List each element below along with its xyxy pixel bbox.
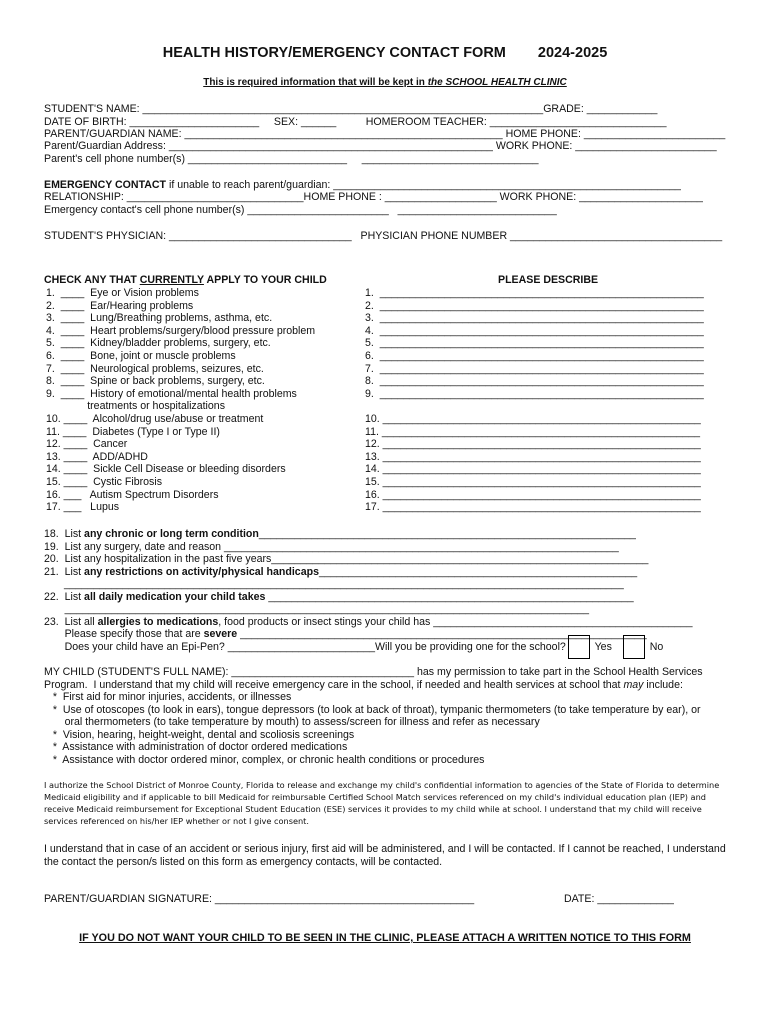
condition-item[interactable]: 1. ____ Eye or Vision problems <box>46 287 199 299</box>
condition-item[interactable]: 4. ____ Heart problems/surgery/blood pressure problem <box>46 324 316 337</box>
condition-item[interactable]: 6. ____ Bone, joint or muscle problems <box>46 350 236 362</box>
describe-line[interactable]: 7. _______________________________________________________ <box>365 362 704 375</box>
restrictions-field-line2[interactable]: _______________________________________________________________________________________________ <box>64 578 624 590</box>
l23-bold: allergies to medications <box>97 616 219 628</box>
l21-post: ______________________________________________________ <box>318 566 638 578</box>
surgery-field[interactable]: 19. List any surgery, date and reason ___________________________________________________________________ <box>44 541 619 553</box>
program-pre: Program. I understand that my child will receive emergency care in the school, if needed and health services at school that <box>44 679 624 691</box>
describe-line[interactable]: 16. ______________________________________________________ <box>365 488 701 501</box>
describe-line[interactable]: 3. _______________________________________________________ <box>365 312 704 325</box>
hospitalization-field[interactable]: 20. List any hospitalization in the past five years________________________________________________________________ <box>44 553 649 565</box>
signature-field[interactable]: PARENT/GUARDIAN SIGNATURE: ____________________________________________ <box>44 893 475 905</box>
describe-header: PLEASE DESCRIBE <box>498 274 599 286</box>
condition-item[interactable]: 17. ___ Lupus <box>46 501 120 514</box>
program-line <box>44 679 683 691</box>
bullet-medications: * Assistance with administration of doctor ordered medications <box>44 741 348 753</box>
clinic-notice: IF YOU DO NOT WANT YOUR CHILD TO BE SEEN IN THE CLINIC, PLEASE ATTACH A WRITTEN NOTICE TO THIS FORM <box>79 932 691 944</box>
condition-item[interactable]: 2. ____ Ear/Hearing problems <box>46 299 194 312</box>
l22-pre: 22. List <box>44 591 85 603</box>
describe-line[interactable]: 4. _______________________________________________________ <box>365 324 704 337</box>
parent-cell-field[interactable]: Parent's cell phone number(s) ___________________________ ______________________________ <box>44 153 539 165</box>
form-title <box>0 45 770 61</box>
emergency-contact-field[interactable] <box>44 179 681 191</box>
subtitle-text: This is required information that will be kept in <box>203 77 428 88</box>
allergies-field[interactable] <box>44 616 692 628</box>
yes-label: Yes <box>594 641 612 653</box>
describe-line[interactable]: 11. ______________________________________________________ <box>365 425 701 438</box>
condition-item[interactable]: 14. ____ Sickle Cell Disease or bleeding disorders <box>46 463 286 476</box>
emergency-label: EMERGENCY CONTACT <box>44 179 167 191</box>
l23b-pre: Please specify those that are <box>44 628 204 640</box>
daily-medication-line2[interactable]: _________________________________________________________________________________________ <box>44 603 589 615</box>
no-label: No <box>649 641 664 653</box>
l18-bold: any chronic or long term condition <box>84 528 259 540</box>
l22-post: ______________________________________________________________ <box>265 591 634 603</box>
describe-line[interactable]: 6. _______________________________________________________ <box>365 350 704 362</box>
l21-bold: any restrictions on activity/physical handicaps <box>84 566 319 578</box>
l21-pre: 21. List <box>44 566 85 578</box>
condition-item[interactable]: 13. ____ ADD/ADHD <box>46 450 148 463</box>
l23-post: , food products or insect stings your child has ____________________________________________ <box>218 616 693 628</box>
describe-line[interactable]: 14. ______________________________________________________ <box>365 463 701 476</box>
bullet-screenings: * Vision, hearing, height-weight, dental and scoliosis screenings <box>44 729 355 741</box>
describe-line[interactable]: 8. _______________________________________________________ <box>365 375 704 388</box>
condition-item[interactable]: 3. ____ Lung/Breathing problems, asthma, etc. <box>46 312 273 325</box>
emergency-rest: if unable to reach parent/guardian: ___________________________________________________________ <box>166 179 681 191</box>
epipen-yes-checkbox[interactable] <box>568 635 590 659</box>
l18-pre: 18. List <box>44 528 85 540</box>
l23b-post: _____________________________________________________________________ <box>237 628 647 640</box>
relationship-field[interactable]: RELATIONSHIP: ______________________________HOME PHONE : ___________________ WORK PHONE: _____________________ <box>44 191 703 203</box>
form-subtitle <box>0 77 770 88</box>
conditions-header-post: APPLY TO YOUR CHILD <box>203 274 327 286</box>
dob-sex-teacher-field[interactable]: DATE OF BIRTH: ______________________ SEX: ______ HOMEROOM TEACHER: ______________________________ <box>44 116 667 128</box>
school-year: 2024-2025 <box>537 45 608 61</box>
accident-statement: I understand that in case of an accident or serious injury, first aid will be administered, and I will be contacted. If I cannot be reached, I understand the contact the person/s listed on this form as emergency contacts, will be contacted. <box>44 843 726 868</box>
describe-line[interactable]: 9. _______________________________________________________ <box>365 387 704 400</box>
condition-item[interactable]: 7. ____ Neurological problems, seizures, etc. <box>46 362 264 375</box>
describe-line[interactable]: 13. ______________________________________________________ <box>365 450 701 463</box>
restrictions-field[interactable] <box>44 566 637 578</box>
l22-bold: all daily medication your child takes <box>84 591 266 603</box>
condition-item[interactable]: 10. ____ Alcohol/drug use/abuse or treatment <box>46 413 264 425</box>
conditions-header-underline: CURRENTLY <box>139 274 204 286</box>
condition-item[interactable]: 15. ____ Cystic Fibrosis <box>46 476 162 488</box>
describe-line[interactable]: 5. _______________________________________________________ <box>365 337 704 350</box>
describe-line[interactable]: 1. _______________________________________________________ <box>365 287 704 299</box>
conditions-header <box>44 274 327 286</box>
permission-line[interactable]: MY CHILD (STUDENT'S FULL NAME): _______________________________ has my permission to take part in the School Health Services <box>44 666 703 678</box>
describe-line[interactable]: 2. _______________________________________________________ <box>365 299 704 312</box>
program-post: include: <box>643 679 683 691</box>
condition-item[interactable]: treatments or hospitalizations <box>46 400 225 413</box>
describe-line[interactable]: 12. ______________________________________________________ <box>365 438 701 451</box>
bullet-first-aid: * First aid for minor injuries, accidents, or illnesses <box>44 691 292 703</box>
date-field[interactable]: DATE: _____________ <box>564 893 674 905</box>
chronic-condition-field[interactable] <box>44 528 636 540</box>
l23b-bold: severe <box>203 628 238 640</box>
l23-pre: 23. List all <box>44 616 98 628</box>
condition-item[interactable]: 12. ____ Cancer <box>46 438 128 451</box>
parent-name-field[interactable]: PARENT/GUARDIAN NAME: ______________________________________________________ HOME PHONE: ________________________ <box>44 128 726 140</box>
conditions-header-pre: CHECK ANY THAT <box>44 274 140 286</box>
parent-address-field[interactable]: Parent/Guardian Address: _______________________________________________________ WORK PHONE: ________________________ <box>44 140 717 152</box>
describe-line[interactable]: 10. ______________________________________________________ <box>365 413 701 425</box>
condition-item[interactable]: 16. ___ Autism Spectrum Disorders <box>46 488 219 501</box>
epipen-no-checkbox[interactable] <box>623 635 645 659</box>
epipen-question: Does your child have an Epi-Pen? _________________________Will you be providing one for the school? <box>44 641 566 653</box>
program-italic: may <box>623 679 644 691</box>
condition-item[interactable]: 11. ____ Diabetes (Type I or Type II) <box>46 425 220 438</box>
condition-item[interactable]: 5. ____ Kidney/bladder problems, surgery, etc. <box>46 337 271 350</box>
bullet-procedures: * Assistance with doctor ordered minor, complex, or chronic health conditions or procedures <box>44 754 485 766</box>
medicaid-authorization: I authorize the School District of Monroe County, Florida to release and exchange my child's confidential information to agencies of the State of Florida to determine Medicaid eligibility and if applicable to bill Medicaid for reimbursable Certified School Match services referenced on my child's individual education plan (IEP) and receive Medicaid reimbursement for Exceptional Student Education (ESE) services it provides to my child while at school. I understand that my child will receive services referenced on his/her IEP whether or not I give consent. <box>44 780 720 826</box>
condition-item[interactable]: 9. ____ History of emotional/mental health problems <box>46 387 297 400</box>
physician-field[interactable]: STUDENT'S PHYSICIAN: _______________________________ PHYSICIAN PHONE NUMBER ____________________________________ <box>44 230 723 242</box>
l18-post: ________________________________________________________________ <box>258 528 636 540</box>
condition-item[interactable]: 8. ____ Spine or back problems, surgery, etc. <box>46 375 265 388</box>
subtitle-italic: the SCHOOL HEALTH CLINIC <box>427 77 567 88</box>
describe-line[interactable]: 17. ______________________________________________________ <box>365 501 701 514</box>
bullet-otoscopes: * Use of otoscopes (to look in ears), tongue depressors (to look at back of throat), tympanic thermometers (to take temperature by ear), or <box>44 704 701 716</box>
student-name-field[interactable]: STUDENT'S NAME: ____________________________________________________________________GRADE: ____________ <box>44 103 658 115</box>
bullet-otoscopes-cont: oral thermometers (to take temperature by mouth) to assess/screen for illness and refer as necessary <box>44 716 540 728</box>
describe-line[interactable]: 15. ______________________________________________________ <box>365 476 701 488</box>
title-text: HEALTH HISTORY/EMERGENCY CONTACT FORM <box>162 45 506 61</box>
daily-medication-field[interactable] <box>44 591 634 603</box>
emergency-cell-field[interactable]: Emergency contact's cell phone number(s) ________________________ ___________________________ <box>44 204 557 216</box>
epipen-field[interactable] <box>44 635 663 659</box>
